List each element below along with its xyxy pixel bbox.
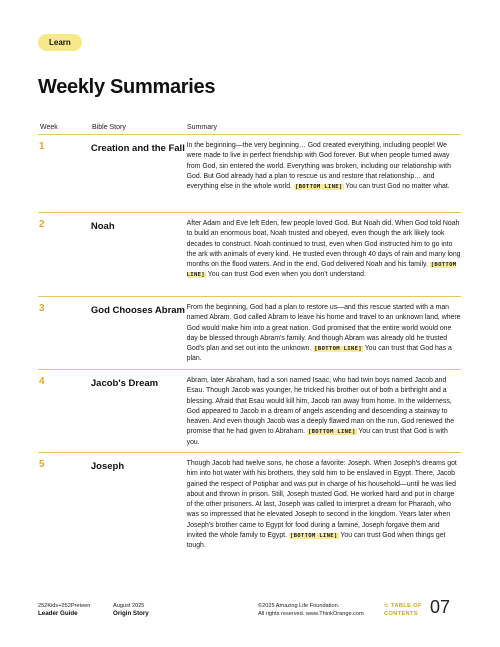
bible-story-title: Joseph xyxy=(90,461,125,472)
column-header-bible-story: Bible Story xyxy=(92,124,126,131)
bottom-line-text: You can trust that God is with you. xyxy=(186,428,448,446)
toc-link-line2: CONTENTS xyxy=(384,611,418,617)
bottom-line-text: You can trust that God has a plan. xyxy=(186,345,452,363)
footer-date-text: August 2025 xyxy=(113,603,145,609)
week-number: 4 xyxy=(39,376,45,387)
footer-series-name: Origin Story xyxy=(113,610,149,617)
bible-story-title: Creation and the Fall xyxy=(90,143,185,154)
summary-body: After Adam and Eve left Eden, few people loved God. But Noah did. When God told Noah to build an enormous boat, Noah trusted and obeyed, even though the ark likely took decades to construct. Noah continued to trust, even when God instructed him to go into the ark with animals of every kind. He trusted even through 40 days of rain and many long months on the flood waters. And in the end, God delivered Noah and his family. xyxy=(186,220,461,269)
table-row xyxy=(38,452,461,562)
column-header-summary: Summary xyxy=(187,124,217,131)
bible-story-title: Jacob's Dream xyxy=(90,378,159,389)
summary-body: From the beginning, God had a plan to restore us—and this rescue started with a man named Abram. God called Abram to leave his home and travel to an unknown land, where God would make him into a great nation. God promised that the entire world would one day be blessed through Abram's family. And though Abram was already old he trusted God's plan and set out into the unknown. xyxy=(186,304,461,353)
footer-copyright-text: ©2025 Amazing Life Foundation. xyxy=(258,603,340,609)
table-row xyxy=(38,369,461,452)
column-header-week: Week xyxy=(40,124,58,131)
footer-program-name: 252Kids+252Preteen xyxy=(38,603,91,609)
footer-program xyxy=(38,602,90,618)
page-title: Weekly Summaries xyxy=(38,76,216,98)
table-of-contents-link[interactable] xyxy=(384,602,422,618)
summary-body: In the beginning—the very beginning… God created everything, including people! We were made to live in perfect friendship with God forever. But when people turned away from God, sin entered the world. Everything was broken, including our relationship with God. But God already had a plan to rescue us and restore that relationship… and everything else in the whole world. xyxy=(186,142,451,191)
section-pill: Learn xyxy=(38,34,82,51)
table-row xyxy=(38,134,461,212)
week-number: 2 xyxy=(39,219,45,230)
summary-body: Though Jacob had twelve sons, he chose a favorite: Joseph. When Joseph's dreams got him into hot water with his brothers, they sold him to be enslaved in Egypt. There, Jacob gained the respect of Potiphar and was put in charge of his household—until he was lied about and thrown in prison. Still, Joseph trusted God. He worked hard and put in charge of the other prisoners. At last, Joseph was called to interpret a dream for Pharaoh, who was so impressed that he elevated Joseph to second in the kingdom. Years later when Joseph's brother came to Egypt for food during a famine, Joseph forgave them and invited the whole family to Egypt. xyxy=(186,460,457,540)
table-row xyxy=(38,212,461,296)
week-number: 3 xyxy=(39,303,45,314)
summary-text xyxy=(187,303,461,369)
bible-story-title: Noah xyxy=(90,221,115,232)
page-number: 07 xyxy=(430,597,451,617)
summary-text xyxy=(187,141,461,212)
footer-copyright xyxy=(258,602,364,618)
week-number: 1 xyxy=(39,141,45,152)
summaries-table xyxy=(38,134,461,562)
footer-guide-name: Leader Guide xyxy=(38,610,78,617)
bottom-line-tag: [BOTTOM LINE] xyxy=(314,346,362,353)
bible-story-title: God Chooses Abram xyxy=(90,305,186,316)
table-row xyxy=(38,296,461,369)
footer-rights-text: All rights reserved. www.ThinkOrange.com xyxy=(258,611,364,617)
week-number: 5 xyxy=(39,459,45,470)
summary-text xyxy=(187,219,461,296)
bottom-line-tag: [BOTTOM LINE] xyxy=(294,184,343,191)
summary-body: Abram, later Abraham, had a son named Isaac, who had twin boys named Jacob and Esau. Though Jacob was younger, he tricked his brother out of both a birthright and a blessing. Afraid that Esau would kill him, Jacob ran away from home. In the wilderness, God appeared to Jacob in a dream of angels ascending and descending a stairway to heaven. And even though Jacob was a deeply flawed man on the run, God renewed the promise that he had given to Abraham. xyxy=(186,377,455,436)
bottom-line-tag: [BOTTOM LINE] xyxy=(289,533,338,540)
bottom-line-tag: [BOTTOM LINE] xyxy=(186,262,457,279)
bottom-line-text: You can trust God when things get tough. xyxy=(186,532,446,550)
summary-text xyxy=(187,376,461,452)
bottom-line-tag: [BOTTOM LINE] xyxy=(307,429,356,436)
bottom-line-text: You can trust God no matter what. xyxy=(345,183,450,191)
toc-link-line1: ⊂ TABLE OF xyxy=(384,603,422,609)
summary-text xyxy=(187,459,461,562)
footer-date xyxy=(113,602,149,618)
bottom-line-text: You can trust God even when you don't understand. xyxy=(207,271,366,279)
